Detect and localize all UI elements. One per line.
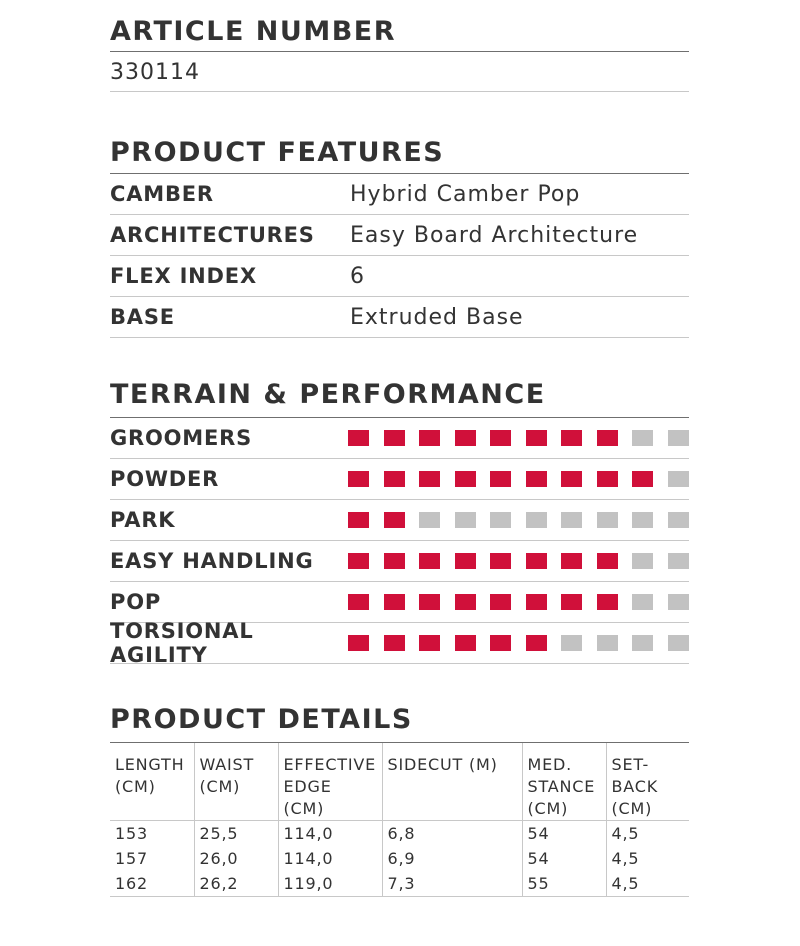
rating-square-filled	[455, 430, 476, 446]
column-header-setback: SET- BACK (CM)	[606, 743, 689, 821]
rating-row-park	[110, 500, 689, 540]
rating-square-filled	[455, 471, 476, 487]
rating-square-filled	[348, 553, 369, 569]
rating-square-empty	[668, 553, 689, 569]
feature-value: Easy Board Architecture	[350, 222, 639, 248]
rating-row-easy-handling	[110, 541, 689, 581]
rating-square-empty	[419, 512, 440, 528]
rating-label: EASY HANDLING	[110, 549, 314, 573]
table-row	[110, 871, 689, 897]
table-cell: 54	[522, 846, 606, 871]
rating-square-filled	[455, 635, 476, 651]
table-cell: 4,5	[606, 871, 689, 897]
table-cell: 6,8	[382, 821, 522, 847]
feature-value: Extruded Base	[350, 304, 524, 330]
rating-square-filled	[526, 594, 547, 610]
table-cell: 25,5	[194, 821, 278, 847]
rating-label: TORSIONAL AGILITY	[110, 619, 254, 667]
column-header-sidecut: SIDECUT (M)	[382, 743, 522, 821]
rating-bar	[348, 430, 689, 446]
rating-square-empty	[668, 471, 689, 487]
article-section	[110, 17, 689, 92]
details-heading: PRODUCT DETAILS	[110, 704, 413, 735]
rating-square-filled	[561, 471, 582, 487]
rating-square-empty	[668, 635, 689, 651]
rating-row-groomers	[110, 418, 689, 458]
rating-square-filled	[490, 430, 511, 446]
rating-square-empty	[632, 635, 653, 651]
feature-row-architectures	[110, 215, 689, 255]
rating-square-filled	[384, 594, 405, 610]
rating-square-empty	[632, 553, 653, 569]
rating-square-filled	[384, 430, 405, 446]
column-header-med-stance: MED. STANCE (CM)	[522, 743, 606, 821]
table-cell: 114,0	[278, 846, 382, 871]
table-cell: 114,0	[278, 821, 382, 847]
rating-row-pop	[110, 582, 689, 622]
terrain-heading: TERRAIN & PERFORMANCE	[110, 379, 546, 410]
divider	[110, 91, 689, 92]
table-cell: 26,0	[194, 846, 278, 871]
table-cell: 162	[110, 871, 194, 897]
rating-square-filled	[561, 594, 582, 610]
article-heading: ARTICLE NUMBER	[110, 16, 397, 47]
rating-square-filled	[455, 594, 476, 610]
rating-square-filled	[490, 594, 511, 610]
details-section	[110, 705, 689, 897]
rating-square-filled	[384, 471, 405, 487]
rating-square-filled	[348, 512, 369, 528]
rating-square-empty	[632, 430, 653, 446]
feature-label: FLEX INDEX	[110, 264, 257, 288]
feature-value: Hybrid Camber Pop	[350, 181, 581, 207]
rating-square-filled	[384, 512, 405, 528]
rating-square-filled	[597, 471, 618, 487]
rating-square-empty	[668, 512, 689, 528]
feature-row-camber	[110, 174, 689, 214]
rating-square-filled	[348, 471, 369, 487]
rating-square-filled	[597, 553, 618, 569]
rating-square-empty	[597, 635, 618, 651]
table-cell: 119,0	[278, 871, 382, 897]
feature-row-flex-index	[110, 256, 689, 296]
rating-square-empty	[632, 512, 653, 528]
table-cell: 6,9	[382, 846, 522, 871]
rating-square-filled	[384, 553, 405, 569]
rating-square-filled	[526, 471, 547, 487]
feature-value: 6	[350, 263, 365, 289]
rating-square-filled	[419, 635, 440, 651]
rating-square-filled	[632, 471, 653, 487]
table-cell: 153	[110, 821, 194, 847]
details-table	[110, 743, 689, 897]
table-row	[110, 846, 689, 871]
rating-square-empty	[561, 635, 582, 651]
article-number: 330114	[110, 60, 200, 85]
features-heading: PRODUCT FEATURES	[110, 137, 445, 168]
table-header-row	[110, 743, 689, 821]
feature-row-base	[110, 297, 689, 337]
rating-square-filled	[419, 430, 440, 446]
column-header-length: LENGTH (CM)	[115, 755, 185, 796]
rating-square-filled	[561, 553, 582, 569]
column-header-waist: WAIST (CM)	[194, 743, 278, 821]
rating-square-filled	[348, 430, 369, 446]
terrain-section	[110, 379, 689, 667]
table-cell: 54	[522, 821, 606, 847]
table-cell: 26,2	[194, 871, 278, 897]
rating-square-filled	[597, 594, 618, 610]
rating-square-filled	[490, 553, 511, 569]
divider	[110, 337, 689, 338]
rating-bar	[348, 594, 689, 610]
rating-square-empty	[668, 594, 689, 610]
rating-square-filled	[490, 471, 511, 487]
table-cell: 55	[522, 871, 606, 897]
rating-square-filled	[526, 553, 547, 569]
rating-bar	[348, 471, 689, 487]
rating-bar	[348, 635, 689, 651]
rating-square-filled	[490, 635, 511, 651]
rating-bar	[348, 553, 689, 569]
rating-square-empty	[561, 512, 582, 528]
rating-square-empty	[526, 512, 547, 528]
rating-square-filled	[348, 635, 369, 651]
rating-square-filled	[419, 471, 440, 487]
rating-label: GROOMERS	[110, 426, 253, 450]
table-cell: 157	[115, 849, 148, 868]
rating-label: POWDER	[110, 467, 220, 491]
rating-square-empty	[668, 430, 689, 446]
table-row	[110, 821, 689, 847]
rating-label: POP	[110, 590, 162, 614]
rating-square-empty	[455, 512, 476, 528]
rating-bar	[348, 512, 689, 528]
rating-square-filled	[526, 430, 547, 446]
rating-square-filled	[597, 430, 618, 446]
rating-square-filled	[526, 635, 547, 651]
rating-square-filled	[561, 430, 582, 446]
table-cell: 4,5	[606, 821, 689, 847]
feature-label: ARCHITECTURES	[110, 223, 315, 247]
rating-square-filled	[419, 553, 440, 569]
rating-row-torsional-agility	[110, 619, 689, 667]
column-header-effective-edge: EFFECTIVE EDGE (CM)	[278, 743, 382, 821]
rating-row-powder	[110, 459, 689, 499]
feature-label: BASE	[110, 305, 175, 329]
rating-square-filled	[348, 594, 369, 610]
features-section	[110, 138, 689, 338]
rating-square-filled	[384, 635, 405, 651]
table-cell: 7,3	[382, 871, 522, 897]
rating-square-empty	[597, 512, 618, 528]
rating-square-filled	[419, 594, 440, 610]
rating-square-filled	[455, 553, 476, 569]
rating-square-empty	[490, 512, 511, 528]
feature-label: CAMBER	[110, 182, 214, 206]
table-cell: 4,5	[606, 846, 689, 871]
rating-label: PARK	[110, 508, 176, 532]
rating-square-empty	[632, 594, 653, 610]
